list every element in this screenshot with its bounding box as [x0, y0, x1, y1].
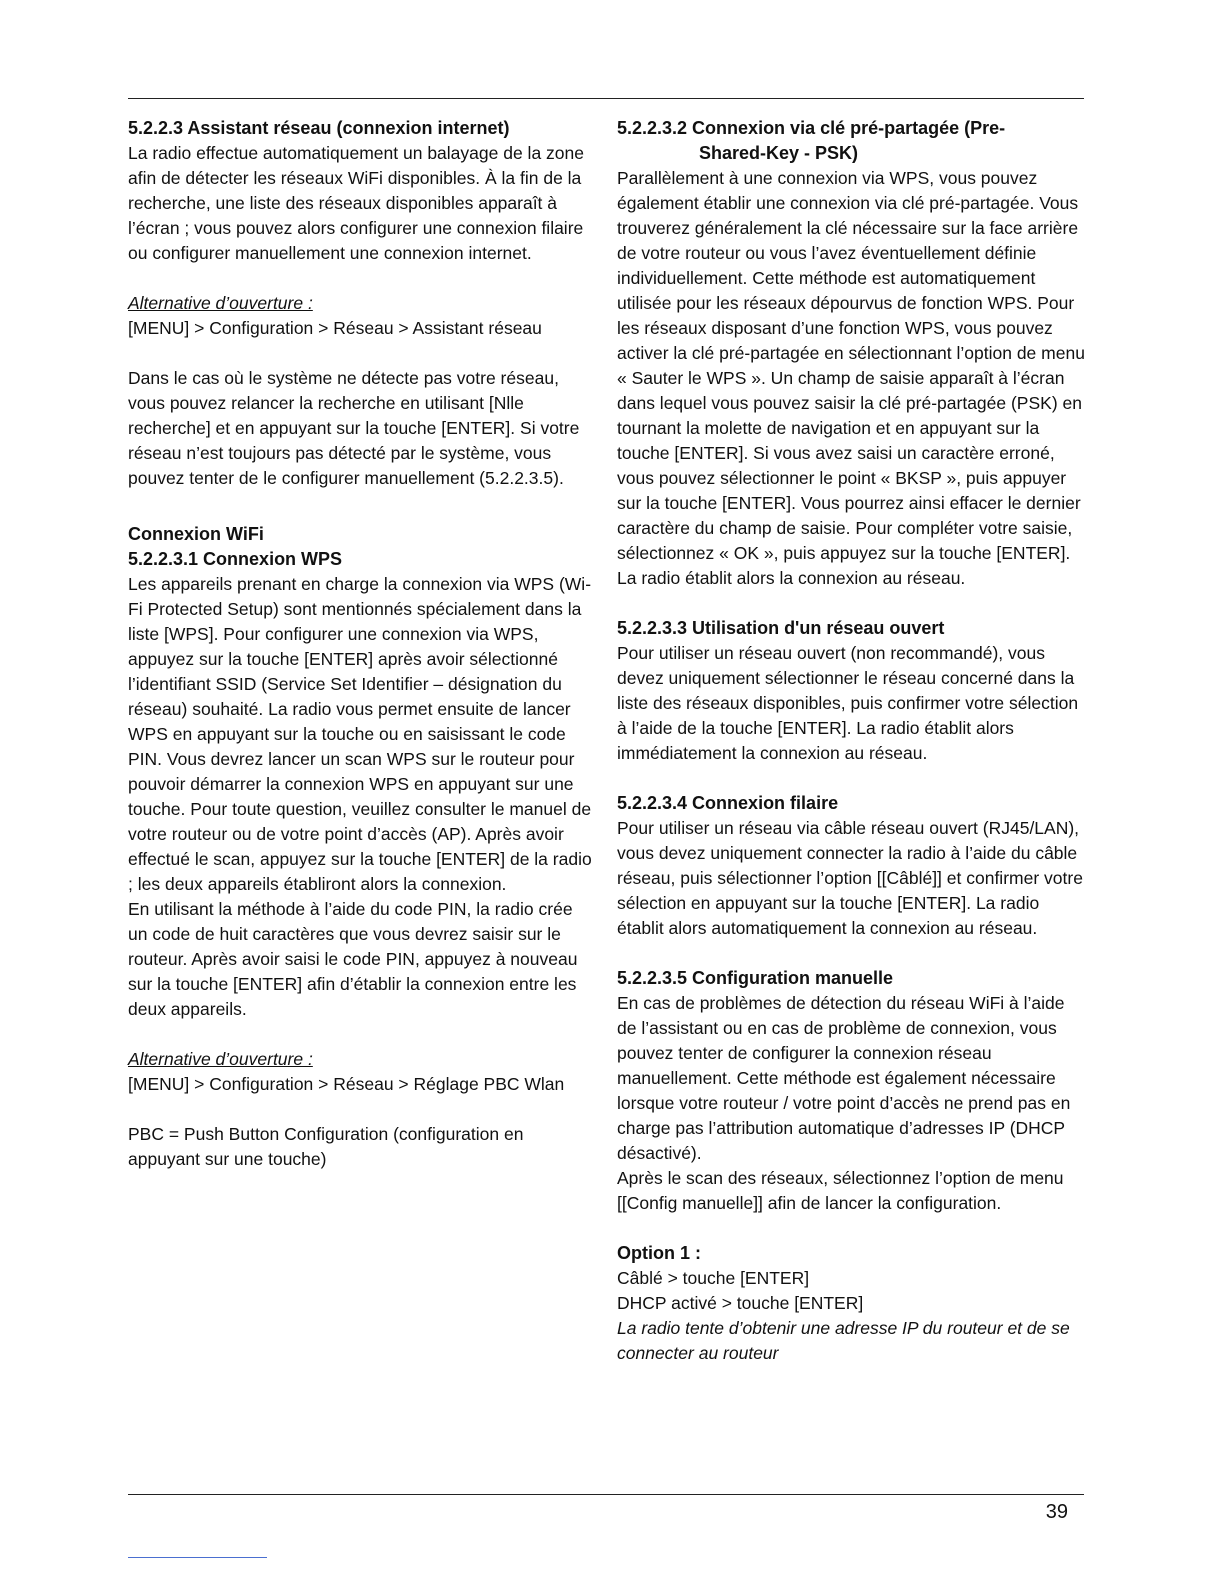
page-number: 39 — [1045, 1501, 1068, 1523]
right-column — [617, 116, 1085, 1366]
assistant-paragraph-1: La radio effectue automatiquement un balayage de la zone afin de détecter les réseaux WiFi disponibles. À la fin de la recherche, une liste des réseaux disponibles apparaît à l’écran ; vous pouvez alors configurer une connexion filaire ou configurer manuellement une connexion internet. — [128, 143, 584, 263]
wps-paragraph-1: Les appareils prenant en charge la connexion via WPS (Wi-Fi Protected Setup) sont mentionnés spécialement dans la liste [WPS]. Pour configurer une connexion via WPS, appuyez sur la touche [ENTER] après avoir sélectionné l’identifiant SSID (Service Set Identifier – désignation du réseau) souhaité. La radio vous permet ensuite de lancer WPS en appuyant sur la touche ou en saisissant le code PIN. Vous devrez lancer un scan WPS sur le routeur pour pouvoir démarrer la connexion WPS en appuyant sur une touche. Pour toute question, veuillez consulter le manuel de votre routeur ou de votre point d’accès (AP). Après avoir effectué le scan, appuyez sur la touche [ENTER] de la radio ; les deux appareils établiront alors la connexion. — [128, 574, 592, 894]
section-title-manual: 5.2.2.3.5 Configuration manuelle — [617, 968, 894, 988]
alternative-label-2: Alternative d’ouverture : — [128, 1049, 313, 1069]
manual-paragraph-2: Après le scan des réseaux, sélectionnez l’option de menu [[Config manuelle]] afin de lancer la configuration. — [617, 1168, 1064, 1213]
wired-paragraph: Pour utiliser un réseau via câble réseau ouvert (RJ45/LAN), vous devez uniquement connecter la radio à l’aide du câble réseau, puis sélectionner l’option [[Câblé]] et confirmer votre sélection en appuyant sur la touche [ENTER]. La radio établit alors automatiquement la connexion au réseau. — [617, 818, 1083, 938]
left-column — [128, 116, 596, 1172]
section-title-psk — [617, 116, 1085, 166]
option-1-title: Option 1 : — [617, 1243, 701, 1263]
pbc-note: PBC = Push Button Configuration (configuration en appuyant sur une touche) — [128, 1124, 524, 1169]
wps-paragraph-2: En utilisant la méthode à l’aide du code PIN, la radio crée un code de huit caractères que vous devrez saisir sur le routeur. Après avoir saisi le code PIN, appuyez à nouveau sur la touche [ENTER] afin d’établir la connexion entre les deux appareils. — [128, 899, 578, 1019]
option-1-line-2: DHCP activé > touche [ENTER] — [617, 1293, 864, 1313]
section-title-open-network: 5.2.2.3.3 Utilisation d'un réseau ouvert — [617, 618, 945, 638]
menu-path-1: [MENU] > Configuration > Réseau > Assistant réseau — [128, 318, 542, 338]
footer-rule — [128, 1494, 1084, 1495]
section-title-psk-line2: Shared-Key - PSK) — [699, 143, 859, 163]
section-title-wired: 5.2.2.3.4 Connexion filaire — [617, 793, 839, 813]
menu-path-2: [MENU] > Configuration > Réseau > Réglage PBC Wlan — [128, 1074, 565, 1094]
section-title-assistant: 5.2.2.3 Assistant réseau (connexion internet) — [128, 118, 510, 138]
manual-paragraph-1: En cas de problèmes de détection du réseau WiFi à l’aide de l’assistant ou en cas de problème de connexion, vous pouvez tenter de configurer la connexion réseau manuellement. Cette méthode est également nécessaire lorsque votre routeur / votre point d’accès ne prend pas en charge pas l’attribution automatique d’adresses IP (DHCP désactivé). — [617, 993, 1071, 1163]
option-1-line-1: Câblé > touche [ENTER] — [617, 1268, 810, 1288]
open-network-paragraph: Pour utiliser un réseau ouvert (non recommandé), vous devez uniquement sélectionner le réseau concerné dans la liste des réseaux disponibles, puis confirmer votre sélection à l’aide de la touche [ENTER]. La radio établit alors immédiatement la connexion au réseau. — [617, 643, 1079, 763]
alternative-label-1: Alternative d’ouverture : — [128, 293, 313, 313]
section-title-psk-line1: 5.2.2.3.2 Connexion via clé pré-partagée (Pre- — [617, 118, 1006, 138]
header-rule — [128, 98, 1084, 99]
blue-underline — [128, 1557, 267, 1558]
psk-paragraph: Parallèlement à une connexion via WPS, vous pouvez également établir une connexion via clé pré-partagée. Vous trouverez généralement la clé nécessaire sur la face arrière de votre routeur ou vous l’avez éventuellement définie individuellement. Cette méthode est automatiquement utilisée pour les réseaux dépourvus de fonction WPS. Pour les réseaux disposant d’une fonction WPS, vous pouvez activer la clé pré-partagée en sélectionnant l’option de menu « Sauter le WPS ». Un champ de saisie apparaît à l’écran dans lequel vous pouvez saisir la clé pré-partagée (PSK) en tournant la molette de navigation et en appuyant sur la touche [ENTER]. Si vous avez saisi un caractère erroné, vous pouvez sélectionner le point « BKSP », puis appuyer sur la touche [ENTER]. Vous pourrez ainsi effacer le dernier caractère du champ de saisie. Pour compléter votre saisie, sélectionnez « OK », puis appuyez sur la touche [ENTER]. La radio établit alors la connexion au réseau. — [617, 168, 1085, 588]
section-title-wifi: Connexion WiFi — [128, 524, 264, 544]
section-title-wps: 5.2.2.3.1 Connexion WPS — [128, 549, 343, 569]
option-1-note: La radio tente d’obtenir une adresse IP du routeur et de se connecter au routeur — [617, 1318, 1070, 1363]
assistant-paragraph-2: Dans le cas où le système ne détecte pas votre réseau, vous pouvez relancer la recherche en utilisant [Nlle recherche] et en appuyant sur la touche [ENTER]. Si votre réseau n’est toujours pas détecté par le système, vous pouvez tenter de le configurer manuellement (5.2.2.3.5). — [128, 368, 580, 488]
